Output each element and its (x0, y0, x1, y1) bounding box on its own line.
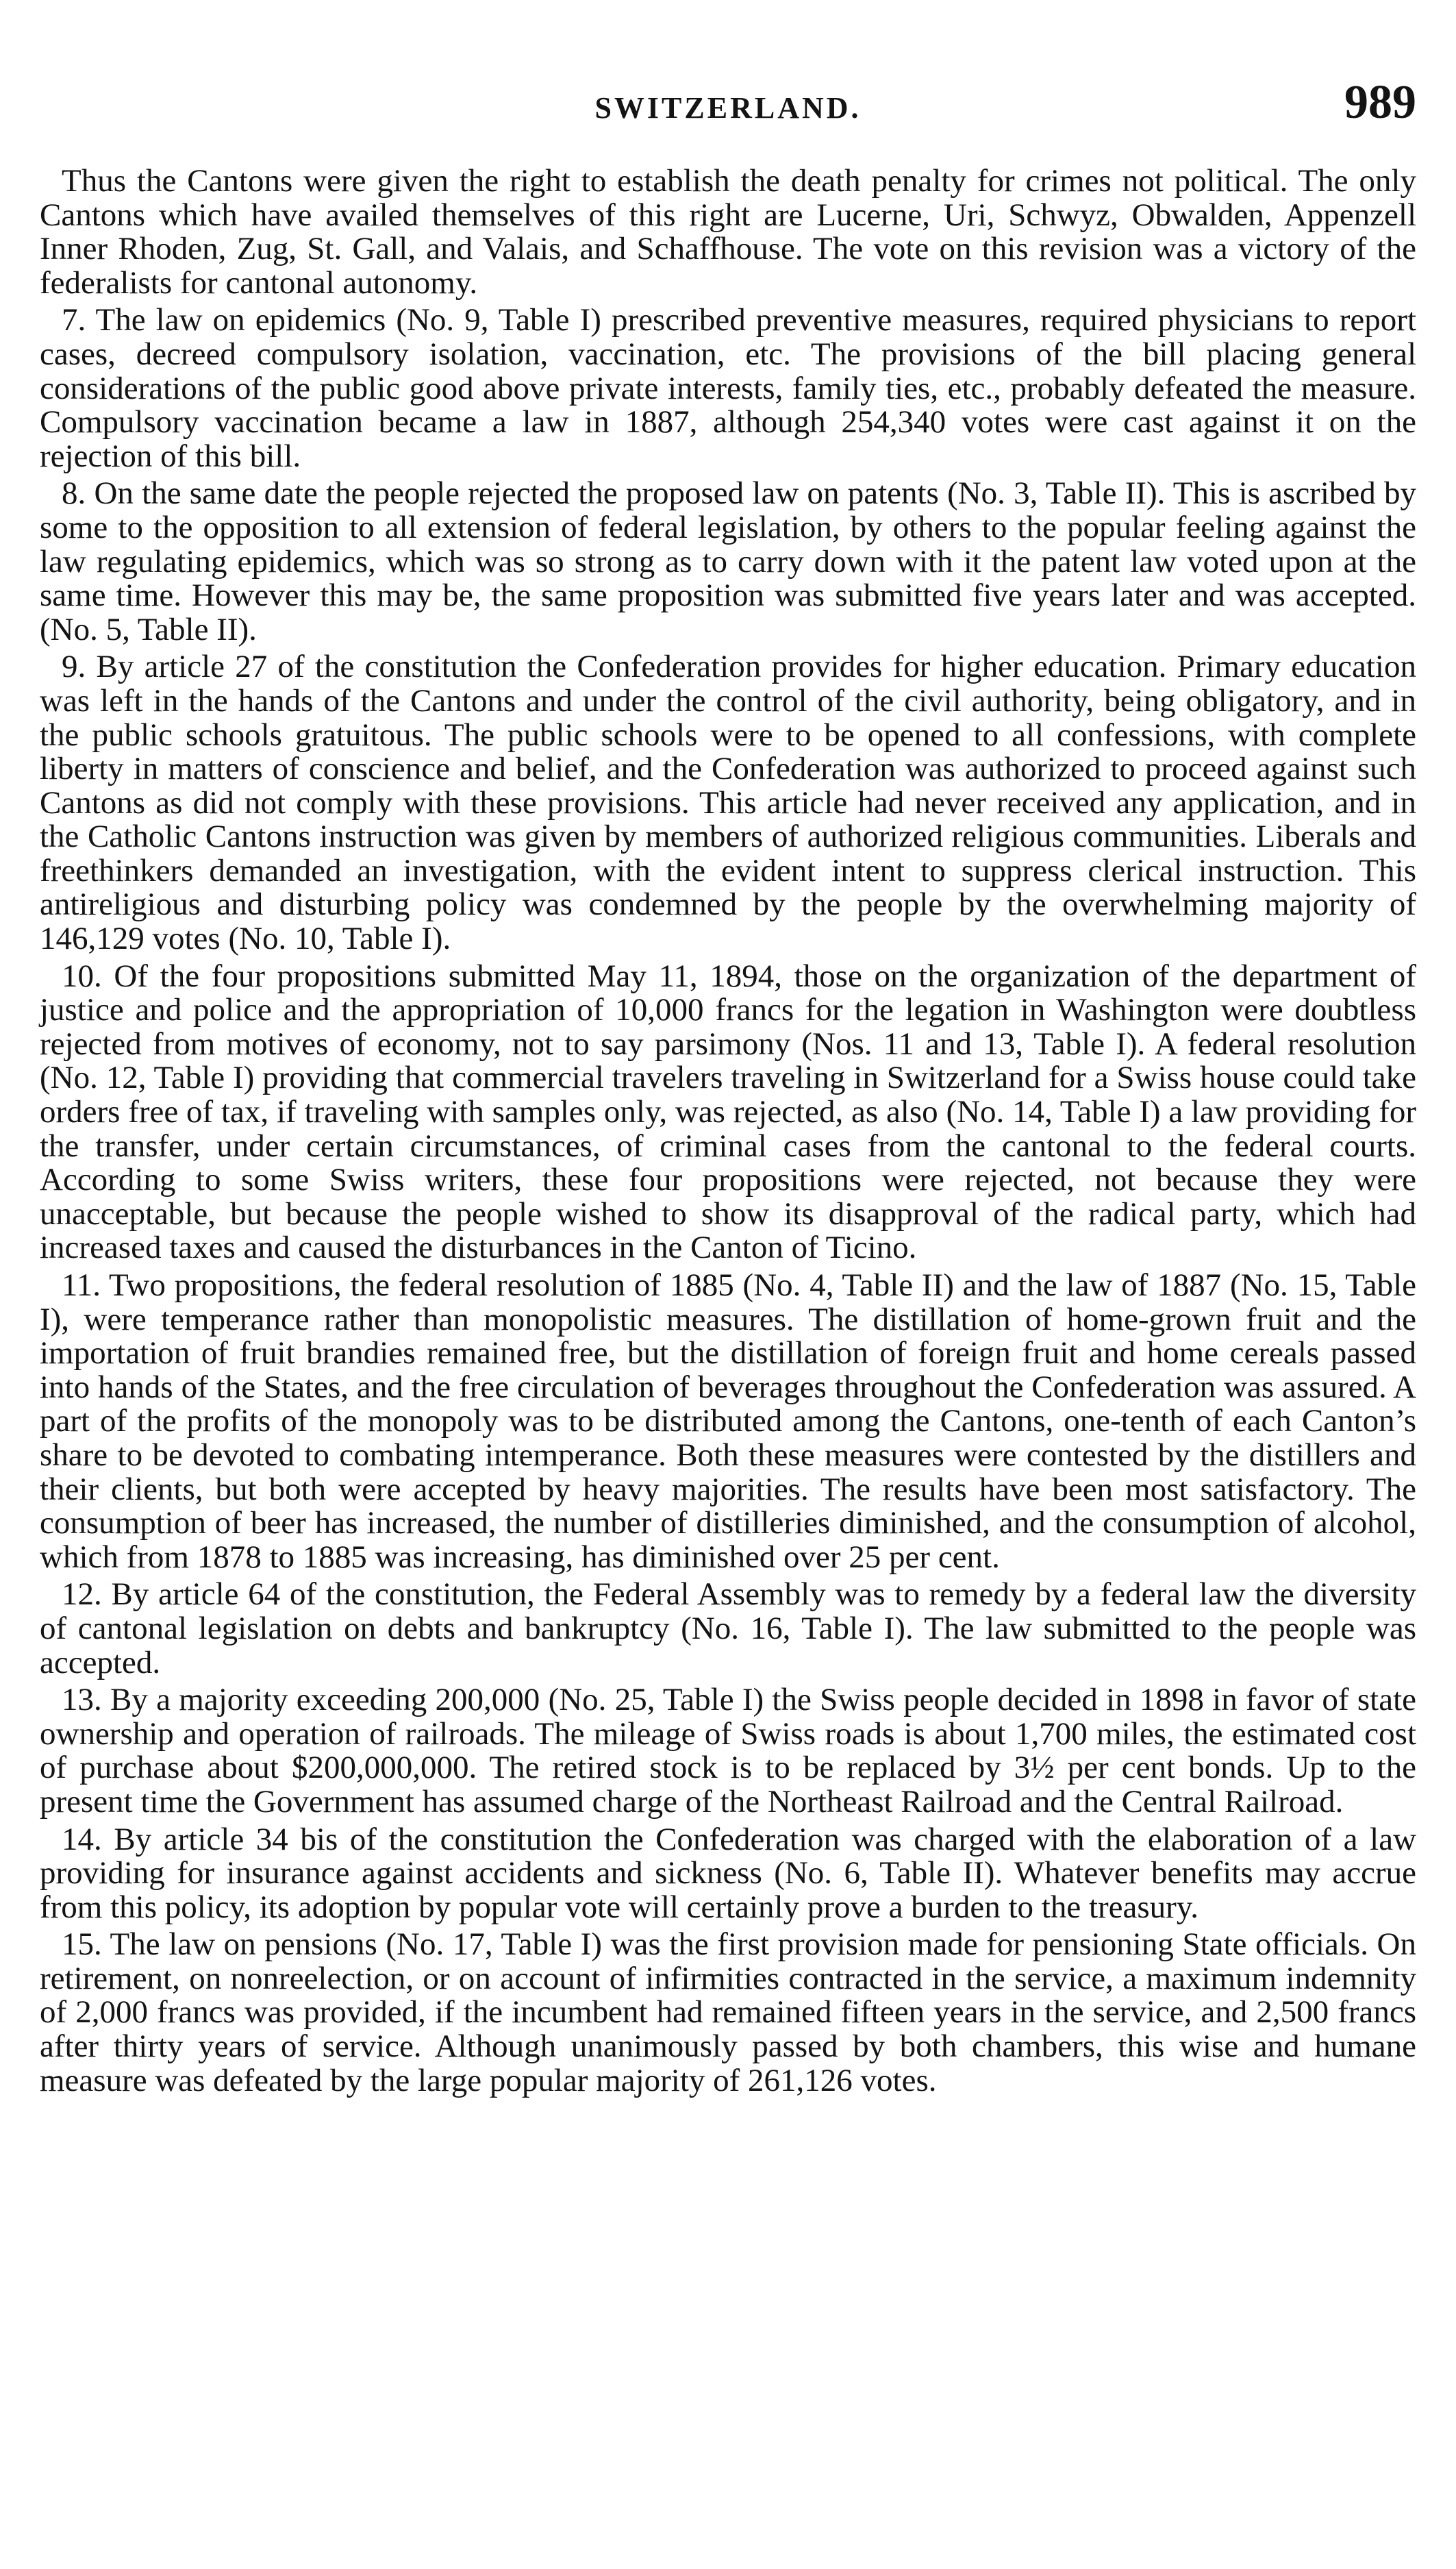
paragraph-intro: Thus the Cantons were given the right to establish the death penalty for crimes not political. The only Cantons which have availed themselves of this right are Lucerne, Uri, Schwyz, Obwalden, Appenzell Inner Rhoden, Zug, St. Gall, and Valais, and Schaffhouse. The vote on this revision was a victory of the federalists for cantonal autonomy. (40, 163, 1416, 301)
paragraph-13-railroads: 13. By a majority exceeding 200,000 (No. 25, Table I) the Swiss people decided in 1898 in favor of state ownership and operation of railroads. The mileage of Swiss roads is about 1,700 miles, the estimated cost of purchase about $200,000,000. The retired stock is to be replaced by 3½ per cent bonds. Up to the present time the Government has assumed charge of the Northeast Railroad and the Central Railroad. (40, 1682, 1416, 1820)
body-text (40, 164, 1416, 2101)
paragraph-12-bankruptcy: 12. By article 64 of the constitution, the Federal Assembly was to remedy by a federal law the diversity of cantonal legislation on debts and bankruptcy (No. 16, Table I). The law submitted to the people was accepted. (40, 1576, 1416, 1680)
paragraph-15-pensions: 15. The law on pensions (No. 17, Table I) was the first provision made for pensioning State officials. On retirement, on nonreelection, or on account of infirmities contracted in the service, a maximum indemnity of 2,000 francs was provided, if the incumbent had remained fifteen years in the service, and 2,500 francs after thirty years of service. Although unanimously passed by both chambers, this wise and humane measure was defeated by the large popular majority of 261,126 votes. (40, 1926, 1416, 2098)
paragraph-14-insurance: 14. By article 34 bis of the constitution the Confederation was charged with the elaboration of a law providing for insurance against accidents and sickness (No. 6, Table II). Whatever benefits may accrue from this policy, its adoption by popular vote will certainly prove a burden to the treasury. (40, 1821, 1416, 1925)
paragraph-9-education: 9. By article 27 of the constitution the Confederation provides for higher education. Primary education was left in the hands of the Cantons and under the control of the civil authority, being obligatory, and in the public schools gratuitous. The public schools were to be opened to all confessions, with complete liberty in matters of conscience and belief, and the Confederation was authorized to proceed against such Cantons as did not comply with these provisions. This article had never received any application, and in the Catholic Cantons instruction was given by members of authorized religious communities. Liberals and freethinkers demanded an investigation, with the evident intent to suppress clerical instruction. This antireligious and disturbing policy was condemned by the people by the overwhelming majority of 146,129 votes (No. 10, Table I). (40, 649, 1416, 957)
paragraph-11-temperance: 11. Two propositions, the federal resolution of 1885 (No. 4, Table II) and the law of 1887 (No. 15, Table I), were temperance rather than monopolistic measures. The distillation of home-grown fruit and the importation of fruit brandies remained free, but the distillation of foreign fruit and home cereals passed into hands of the States, and the free circulation of beverages throughout the Confederation was assured. A part of the profits of the monopoly was to be distributed among the Cantons, one-tenth of each Canton’s share to be devoted to combating intemperance. Both these measures were contested by the distillers and their clients, but both were accepted by heavy majorities. The results have been most satisfactory. The consumption of beer has increased, the number of distilleries diminished, and the consumption of alcohol, which from 1878 to 1885 was increasing, has diminished over 25 per cent. (40, 1267, 1416, 1575)
running-title: SWITZERLAND. (594, 91, 862, 125)
paragraph-8-patents: 8. On the same date the people rejected the proposed law on patents (No. 3, Table II). This is ascribed by some to the opposition to all extension of federal legislation, by others to the popular feeling against the law regulating epidemics, which was so strong as to carry down with it the patent law voted upon at the same time. However this may be, the same proposition was submitted five years later and was accepted. (No. 5, Table II). (40, 475, 1416, 647)
paragraph-10-propositions: 10. Of the four propositions submitted May 11, 1894, those on the organization of the department of justice and police and the appropriation of 10,000 francs for the legation in Washington were doubtless rejected from motives of economy, not to say parsimony (Nos. 11 and 13, Table I). A federal resolution (No. 12, Table I) providing that commercial travelers traveling in Switzerland for a Swiss house could take orders free of tax, if traveling with samples only, was rejected, as also (No. 14, Table I) a law providing for the transfer, under certain circumstances, of criminal cases from the cantonal to the federal courts. According to some Swiss writers, these four propositions were rejected, not because they were unacceptable, but because the people wished to show its disapproval of the radical party, which had increased taxes and caused the disturbances in the Canton of Ticino. (40, 958, 1416, 1266)
running-head (40, 75, 1416, 144)
paragraph-7-epidemics: 7. The law on epidemics (No. 9, Table I) prescribed preventive measures, required physicians to report cases, decreed compulsory isolation, vaccination, etc. The provisions of the bill placing general considerations of the public good above private interests, family ties, etc., probably defeated the measure. Compulsory vaccination became a law in 1887, although 254,340 votes were cast against it on the rejection of this bill. (40, 302, 1416, 474)
page-number: 989 (1344, 76, 1416, 129)
